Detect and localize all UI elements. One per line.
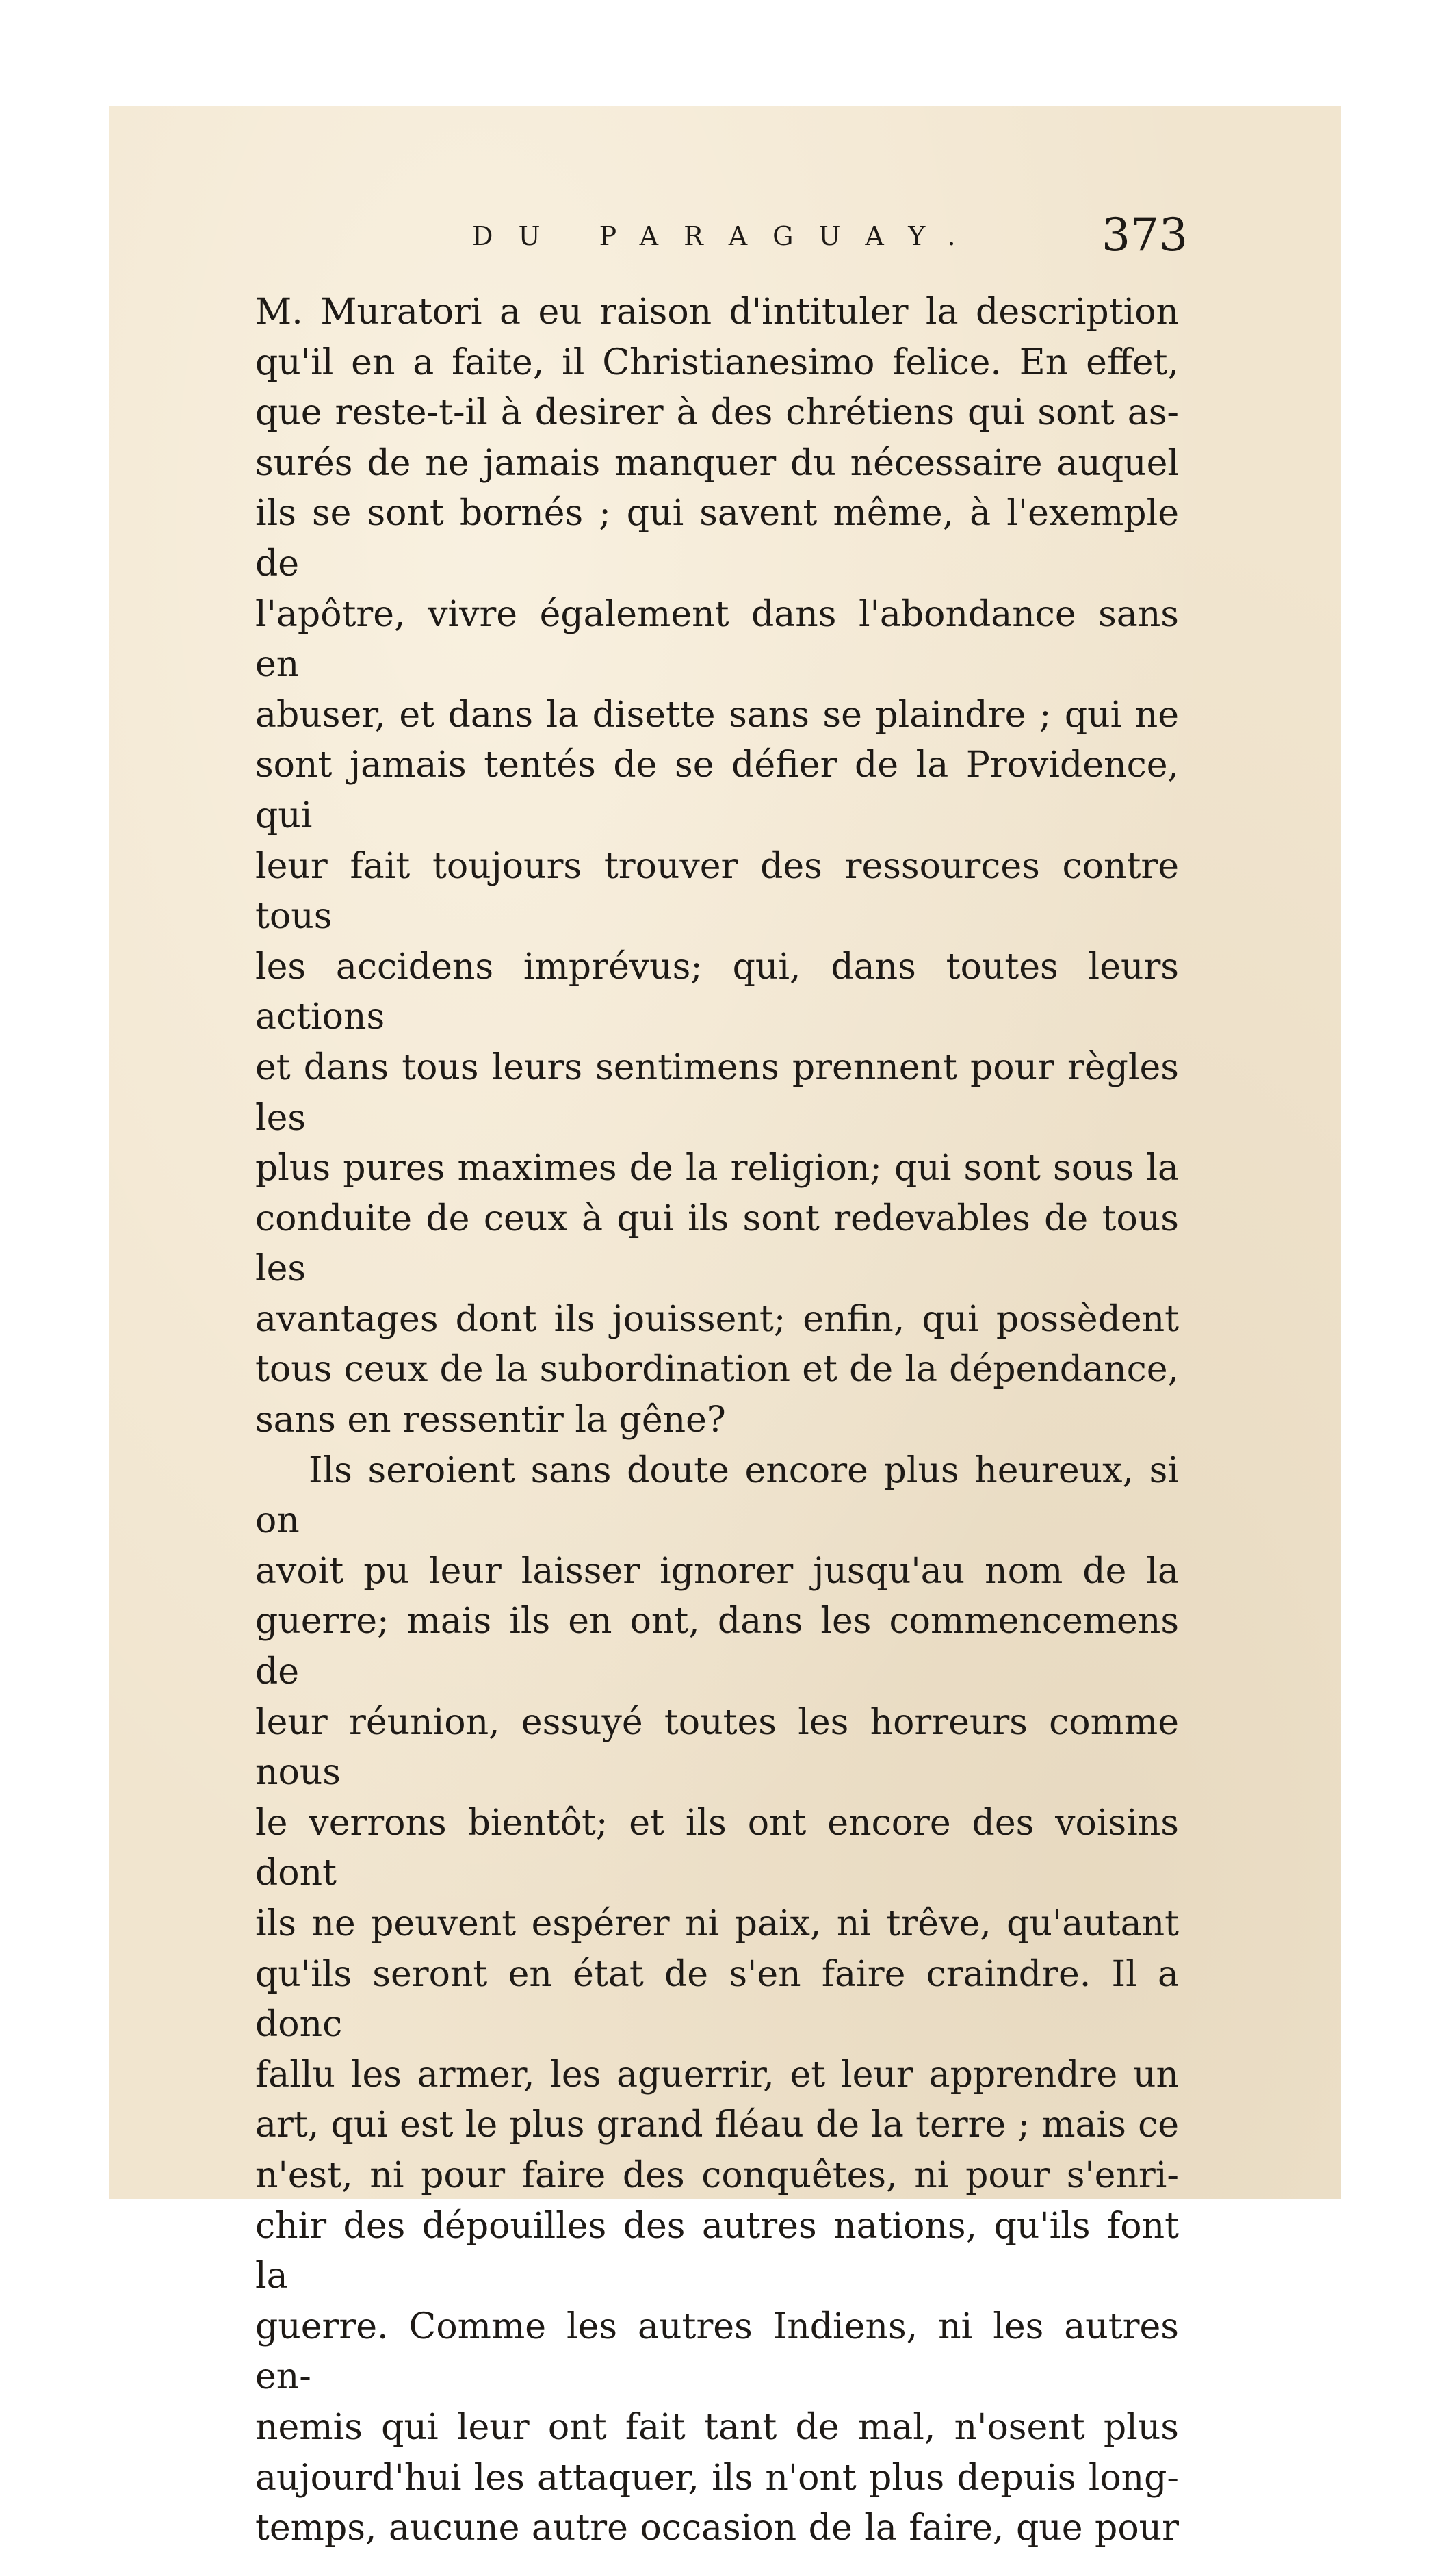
- text-line: sont jamais tentés de se défier de la Providence, qui: [255, 745, 1179, 836]
- page-number: 373: [1102, 209, 1188, 261]
- text-line: leur réunion, essuyé toutes les horreurs comme nous: [255, 1701, 1179, 1794]
- text-line: fallu les armer, les aguerrir, et leur apprendre un: [255, 2054, 1179, 2095]
- text-line: l'apôtre, vivre également dans l'abondance sans en: [255, 593, 1179, 686]
- text-line: avantages dont ils jouissent; enfin, qui possèdent: [255, 1298, 1179, 1340]
- text-line: temps, aucune autre occasion de la faire, que pour: [255, 2507, 1179, 2549]
- text-line: ils se sont bornés ; qui savent même, à l'exemple de: [255, 493, 1179, 584]
- text-line: abuser, et dans la disette sans se plaindre ; qui ne: [255, 694, 1179, 736]
- text-line: art, qui est le plus grand fléau de la terre ; mais ce: [255, 2104, 1179, 2146]
- text-line: ils ne peuvent espérer ni paix, ni trêve, qu'autant: [255, 1903, 1179, 1944]
- text-line: qu'ils seront en état de s'en faire craindre. Il a donc: [255, 1953, 1179, 2046]
- text-line: M. Muratori a eu raison d'intituler la description: [255, 292, 1179, 333]
- text-line: et dans tous leurs sentimens prennent pour règles les: [255, 1046, 1179, 1139]
- text-line: leur fait toujours trouver des ressources contre tous: [255, 845, 1179, 938]
- body-text: [255, 287, 1179, 2554]
- text-line: chir des dépouilles des autres nations, qu'ils font la: [255, 2205, 1179, 2297]
- text-line: plus pures maximes de la religion; qui sont sous la: [255, 1148, 1179, 1189]
- text-line: sans en ressentir la gêne?: [255, 1399, 726, 1441]
- text-line: guerre. Comme les autres Indiens, ni les autres en-: [255, 2306, 1179, 2398]
- text-line: conduite de ceux à qui ils sont redevables de tous les: [255, 1198, 1179, 1290]
- text-line: avoit pu leur laisser ignorer jusqu'au nom de la: [255, 1550, 1179, 1592]
- text-line: nemis qui leur ont fait tant de mal, n'osent plus: [255, 2406, 1179, 2448]
- page-header: [109, 209, 1341, 270]
- text-line: que reste-t-il à desirer à des chrétiens qui sont as-: [255, 392, 1179, 434]
- text-line: qu'il en a faite, il Christianesimo felice. En effet,: [255, 341, 1179, 383]
- text-line: Ils seroient sans doute encore plus heureux, si on: [255, 1449, 1179, 1542]
- text-line: le verrons bientôt; et ils ont encore des voisins dont: [255, 1802, 1179, 1894]
- running-title: DU PARAGUAY.: [472, 221, 981, 251]
- page-scan: [109, 106, 1341, 2549]
- text-line: n'est, ni pour faire des conquêtes, ni pour s'enri-: [255, 2154, 1179, 2196]
- text-line: les accidens imprévus; qui, dans toutes leurs actions: [255, 946, 1179, 1038]
- text-line: tous ceux de la subordination et de la dépendance,: [255, 1349, 1179, 1391]
- text-line: surés de ne jamais manquer du nécessaire auquel: [255, 442, 1179, 484]
- text-line: aujourd'hui les attaquer, ils n'ont plus depuis long-: [255, 2457, 1179, 2499]
- text-line: guerre; mais ils en ont, dans les commencemens de: [255, 1601, 1179, 1693]
